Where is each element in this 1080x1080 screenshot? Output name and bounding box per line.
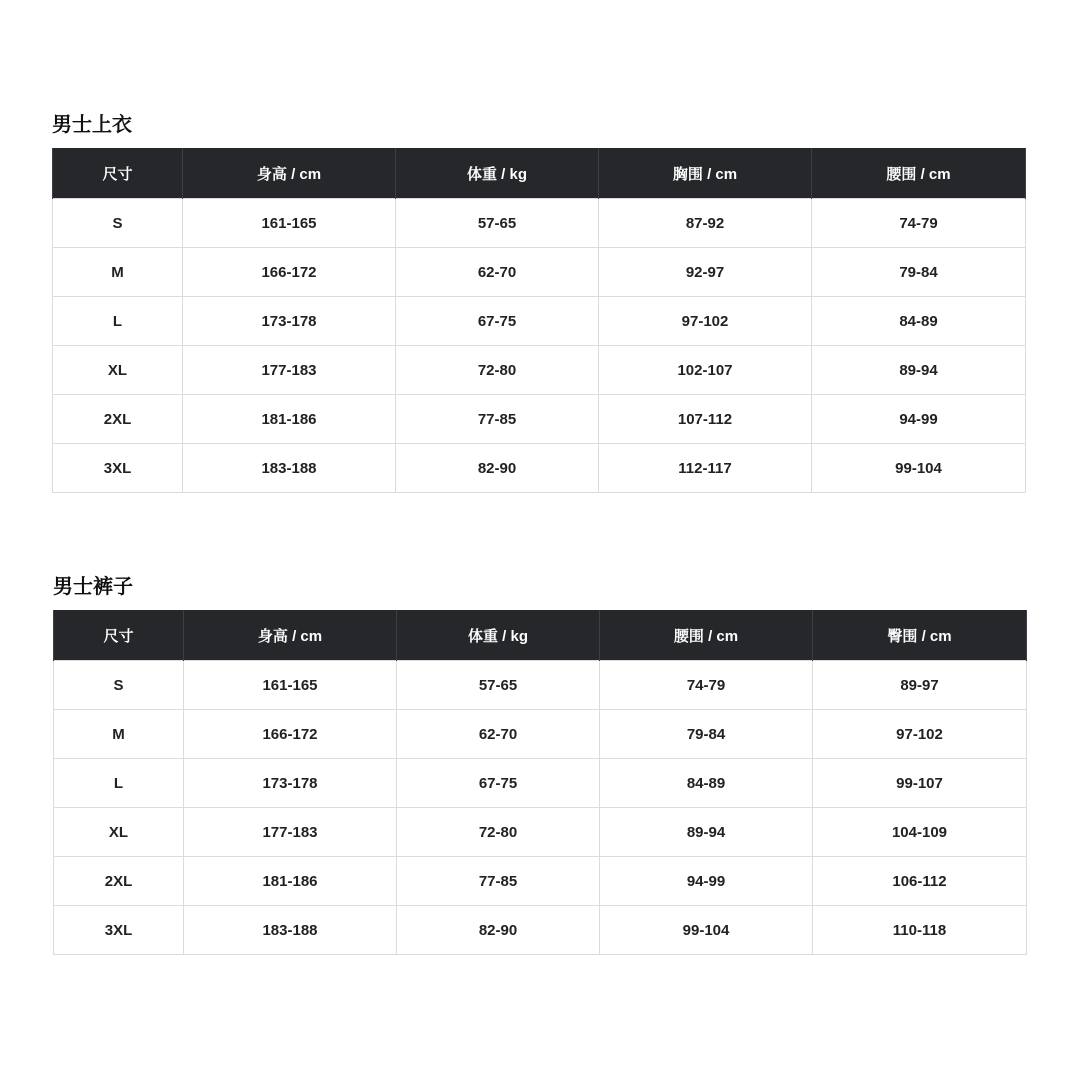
table-row bbox=[53, 297, 1026, 346]
table-row bbox=[53, 346, 1026, 395]
chest-cell: 87-92 bbox=[599, 199, 812, 248]
table-row bbox=[54, 808, 1027, 857]
height-cell: 183-188 bbox=[184, 906, 397, 955]
table-row bbox=[53, 248, 1026, 297]
table-row bbox=[54, 857, 1027, 906]
weight-cell: 62-70 bbox=[397, 710, 600, 759]
weight-cell: 57-65 bbox=[396, 199, 599, 248]
pants-size-table bbox=[53, 610, 1027, 955]
column-header-waist: 腰围 / cm bbox=[812, 148, 1026, 199]
table-header-row bbox=[53, 148, 1026, 199]
size-cell: S bbox=[54, 661, 184, 710]
tops-size-section bbox=[52, 110, 1025, 493]
size-cell: M bbox=[53, 248, 183, 297]
waist-cell: 94-99 bbox=[812, 395, 1026, 444]
height-cell: 161-165 bbox=[184, 661, 397, 710]
hip-cell: 104-109 bbox=[813, 808, 1027, 857]
tops-section-title: 男士上衣 bbox=[52, 114, 132, 136]
waist-cell: 84-89 bbox=[600, 759, 813, 808]
table-row bbox=[53, 395, 1026, 444]
hip-cell: 110-118 bbox=[813, 906, 1027, 955]
table-row bbox=[54, 710, 1027, 759]
weight-cell: 77-85 bbox=[396, 395, 599, 444]
column-header-height: 身高 / cm bbox=[184, 610, 397, 661]
weight-cell: 72-80 bbox=[397, 808, 600, 857]
height-cell: 173-178 bbox=[184, 759, 397, 808]
table-row bbox=[54, 906, 1027, 955]
size-cell: L bbox=[54, 759, 184, 808]
weight-cell: 57-65 bbox=[397, 661, 600, 710]
height-cell: 177-183 bbox=[183, 346, 396, 395]
size-cell: S bbox=[53, 199, 183, 248]
weight-cell: 67-75 bbox=[397, 759, 600, 808]
waist-cell: 79-84 bbox=[812, 248, 1026, 297]
height-cell: 177-183 bbox=[184, 808, 397, 857]
height-cell: 181-186 bbox=[184, 857, 397, 906]
column-header-height: 身高 / cm bbox=[183, 148, 396, 199]
waist-cell: 99-104 bbox=[600, 906, 813, 955]
waist-cell: 79-84 bbox=[600, 710, 813, 759]
chest-cell: 92-97 bbox=[599, 248, 812, 297]
chest-cell: 107-112 bbox=[599, 395, 812, 444]
waist-cell: 74-79 bbox=[812, 199, 1026, 248]
height-cell: 183-188 bbox=[183, 444, 396, 493]
hip-cell: 89-97 bbox=[813, 661, 1027, 710]
column-header-hip: 臀围 / cm bbox=[813, 610, 1027, 661]
height-cell: 166-172 bbox=[184, 710, 397, 759]
column-header-weight: 体重 / kg bbox=[396, 148, 599, 199]
waist-cell: 99-104 bbox=[812, 444, 1026, 493]
weight-cell: 72-80 bbox=[396, 346, 599, 395]
column-header-weight: 体重 / kg bbox=[397, 610, 600, 661]
hip-cell: 97-102 bbox=[813, 710, 1027, 759]
size-cell: 3XL bbox=[53, 444, 183, 493]
size-cell: M bbox=[54, 710, 184, 759]
weight-cell: 62-70 bbox=[396, 248, 599, 297]
hip-cell: 99-107 bbox=[813, 759, 1027, 808]
size-cell: L bbox=[53, 297, 183, 346]
height-cell: 166-172 bbox=[183, 248, 396, 297]
size-cell: 3XL bbox=[54, 906, 184, 955]
table-row bbox=[53, 199, 1026, 248]
size-cell: 2XL bbox=[54, 857, 184, 906]
waist-cell: 94-99 bbox=[600, 857, 813, 906]
chest-cell: 112-117 bbox=[599, 444, 812, 493]
hip-cell: 106-112 bbox=[813, 857, 1027, 906]
height-cell: 161-165 bbox=[183, 199, 396, 248]
pants-size-section bbox=[53, 572, 1025, 955]
weight-cell: 82-90 bbox=[396, 444, 599, 493]
table-row bbox=[53, 444, 1026, 493]
pants-section-title: 男士裤子 bbox=[53, 576, 133, 598]
column-header-size: 尺寸 bbox=[53, 148, 183, 199]
chest-cell: 102-107 bbox=[599, 346, 812, 395]
weight-cell: 82-90 bbox=[397, 906, 600, 955]
waist-cell: 89-94 bbox=[600, 808, 813, 857]
waist-cell: 74-79 bbox=[600, 661, 813, 710]
waist-cell: 84-89 bbox=[812, 297, 1026, 346]
column-header-chest: 胸围 / cm bbox=[599, 148, 812, 199]
size-cell: 2XL bbox=[53, 395, 183, 444]
size-cell: XL bbox=[54, 808, 184, 857]
weight-cell: 67-75 bbox=[396, 297, 599, 346]
size-cell: XL bbox=[53, 346, 183, 395]
height-cell: 173-178 bbox=[183, 297, 396, 346]
table-row bbox=[54, 759, 1027, 808]
height-cell: 181-186 bbox=[183, 395, 396, 444]
table-header-row bbox=[54, 610, 1027, 661]
column-header-size: 尺寸 bbox=[54, 610, 184, 661]
column-header-waist: 腰围 / cm bbox=[600, 610, 813, 661]
chest-cell: 97-102 bbox=[599, 297, 812, 346]
table-row bbox=[54, 661, 1027, 710]
waist-cell: 89-94 bbox=[812, 346, 1026, 395]
tops-size-table bbox=[52, 148, 1026, 493]
weight-cell: 77-85 bbox=[397, 857, 600, 906]
